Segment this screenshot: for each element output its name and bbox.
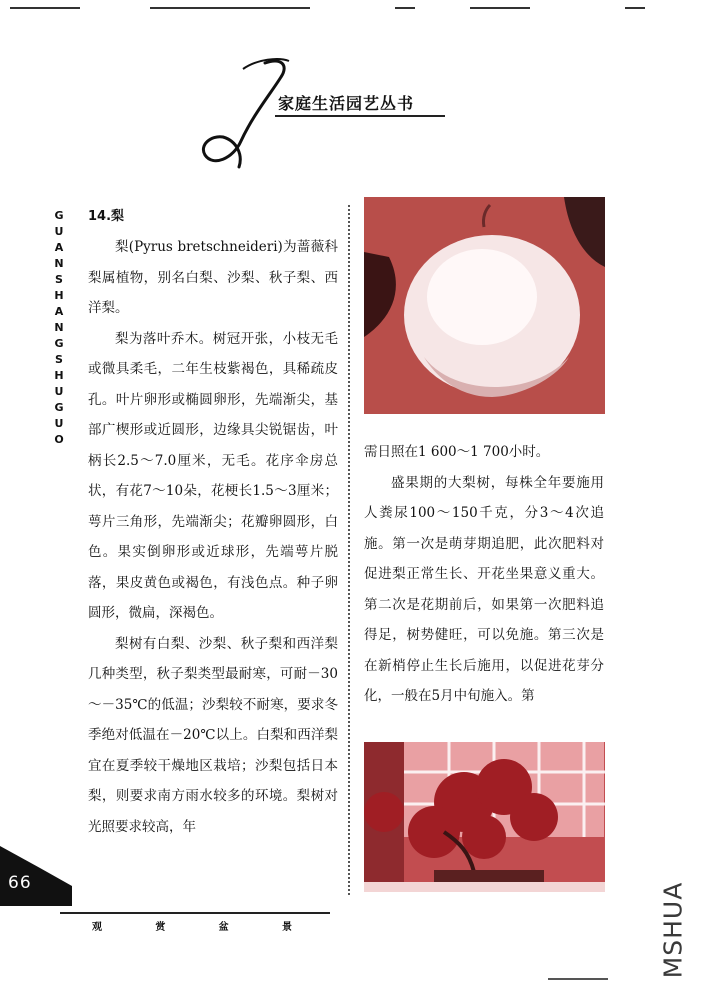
- pear-photo: [364, 197, 605, 414]
- side-letter: U: [54, 417, 64, 430]
- side-letter: O: [54, 433, 64, 446]
- paragraph: 梨(Pyrus bretschneideri)为蔷薇科梨属植物，别名白梨、沙梨、秋子梨、西洋梨。: [88, 239, 338, 316]
- top-rule: [0, 7, 701, 10]
- side-letter: H: [54, 289, 64, 302]
- watermark: MSHUA: [658, 881, 688, 979]
- side-letter: N: [54, 257, 64, 270]
- paragraph-continuation: 需日照在1 600～1 700小时。: [364, 444, 550, 460]
- footer-text: [92, 918, 292, 933]
- side-letter: S: [55, 273, 63, 286]
- side-letter: U: [54, 225, 64, 238]
- side-letter: G: [54, 337, 64, 350]
- series-title: 家庭生活园艺丛书: [278, 94, 415, 113]
- side-letter: G: [54, 401, 64, 414]
- column-divider: [348, 205, 352, 895]
- series-header: [193, 55, 483, 175]
- footer-rule: [60, 912, 330, 914]
- side-letter: A: [54, 241, 64, 254]
- side-letter: N: [54, 321, 64, 334]
- side-letter: G: [54, 209, 64, 222]
- footer-char: 观: [92, 922, 102, 933]
- footer-char: 赏: [155, 922, 166, 933]
- side-letter: A: [54, 305, 64, 318]
- left-column: [88, 205, 338, 842]
- paragraph: 梨树有白梨、沙梨、秋子梨和西洋梨几种类型，秋子梨类型最耐寒，可耐－30～－35℃的低温；沙梨较不耐寒，要求冬季绝对低温在－20℃以上。白梨和西洋梨宜在夏季较干燥地区栽培；沙梨包括日本梨，则要求南方雨水较多的环境。梨树对光照要求较高，年: [88, 635, 338, 835]
- side-letter: H: [54, 369, 64, 382]
- bonsai-photo: [364, 742, 605, 892]
- right-column: [364, 437, 604, 712]
- footer-char: 景: [281, 922, 292, 933]
- series-underline: [275, 115, 445, 117]
- side-letter: S: [55, 353, 63, 366]
- side-letter: U: [54, 385, 64, 398]
- page-number: 66: [8, 873, 32, 893]
- paragraph: 盛果期的大梨树，每株全年要施用人粪尿100～150千克，分3～4次追施。第一次是萌芽期追肥，此次肥料对促进梨正常生长、开花坐果意义重大。第二次是花期前后，如果第一次肥料追得足，树势健旺，可以免施。第三次是在新梢停止生长后施用，以促进花芽分化，一般在5月中旬施入。第: [364, 474, 604, 704]
- section-heading: 14.梨: [88, 209, 125, 224]
- side-vertical-text: [52, 208, 66, 448]
- footer-char: 盆: [218, 922, 229, 933]
- paragraph: 梨为落叶乔木。树冠开张，小枝无毛或微具柔毛，二年生枝紫褐色，具稀疏皮孔。叶片卵形或椭圆卵形，先端渐尖，基部广楔形或近圆形，边缘具尖锐锯齿，叶柄长2.5～7.0厘米，无毛。花序伞房总状，有花7～10朵，花梗长1.5～3厘米；萼片三角形，先端渐尖；花瓣卵圆形，白色。果实倒卵形或近球形，先端萼片脱落，果皮黄色或褐色，有浅色点。种子卵圆形，微扁，深褐色。: [88, 330, 338, 621]
- scan-mark: [548, 978, 608, 980]
